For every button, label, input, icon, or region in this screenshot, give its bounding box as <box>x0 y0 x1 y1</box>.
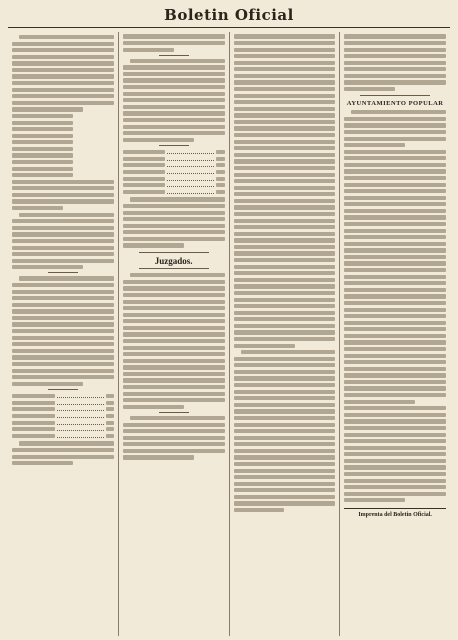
sections-table <box>12 393 114 439</box>
text-columns <box>8 32 450 636</box>
column-3 <box>230 32 341 636</box>
column-4 <box>340 32 450 636</box>
council-heading: AYUNTAMIENTO POPULAR <box>346 100 444 108</box>
column-1 <box>8 32 119 636</box>
court-section-heading: Juzgados. <box>154 255 193 266</box>
masthead <box>8 6 450 28</box>
printer-footer: Imprenta del Boletin Oficial. <box>344 508 446 519</box>
page-title: Boletin Oficial <box>164 6 294 24</box>
column-2 <box>119 32 230 636</box>
sections-table <box>123 149 225 195</box>
